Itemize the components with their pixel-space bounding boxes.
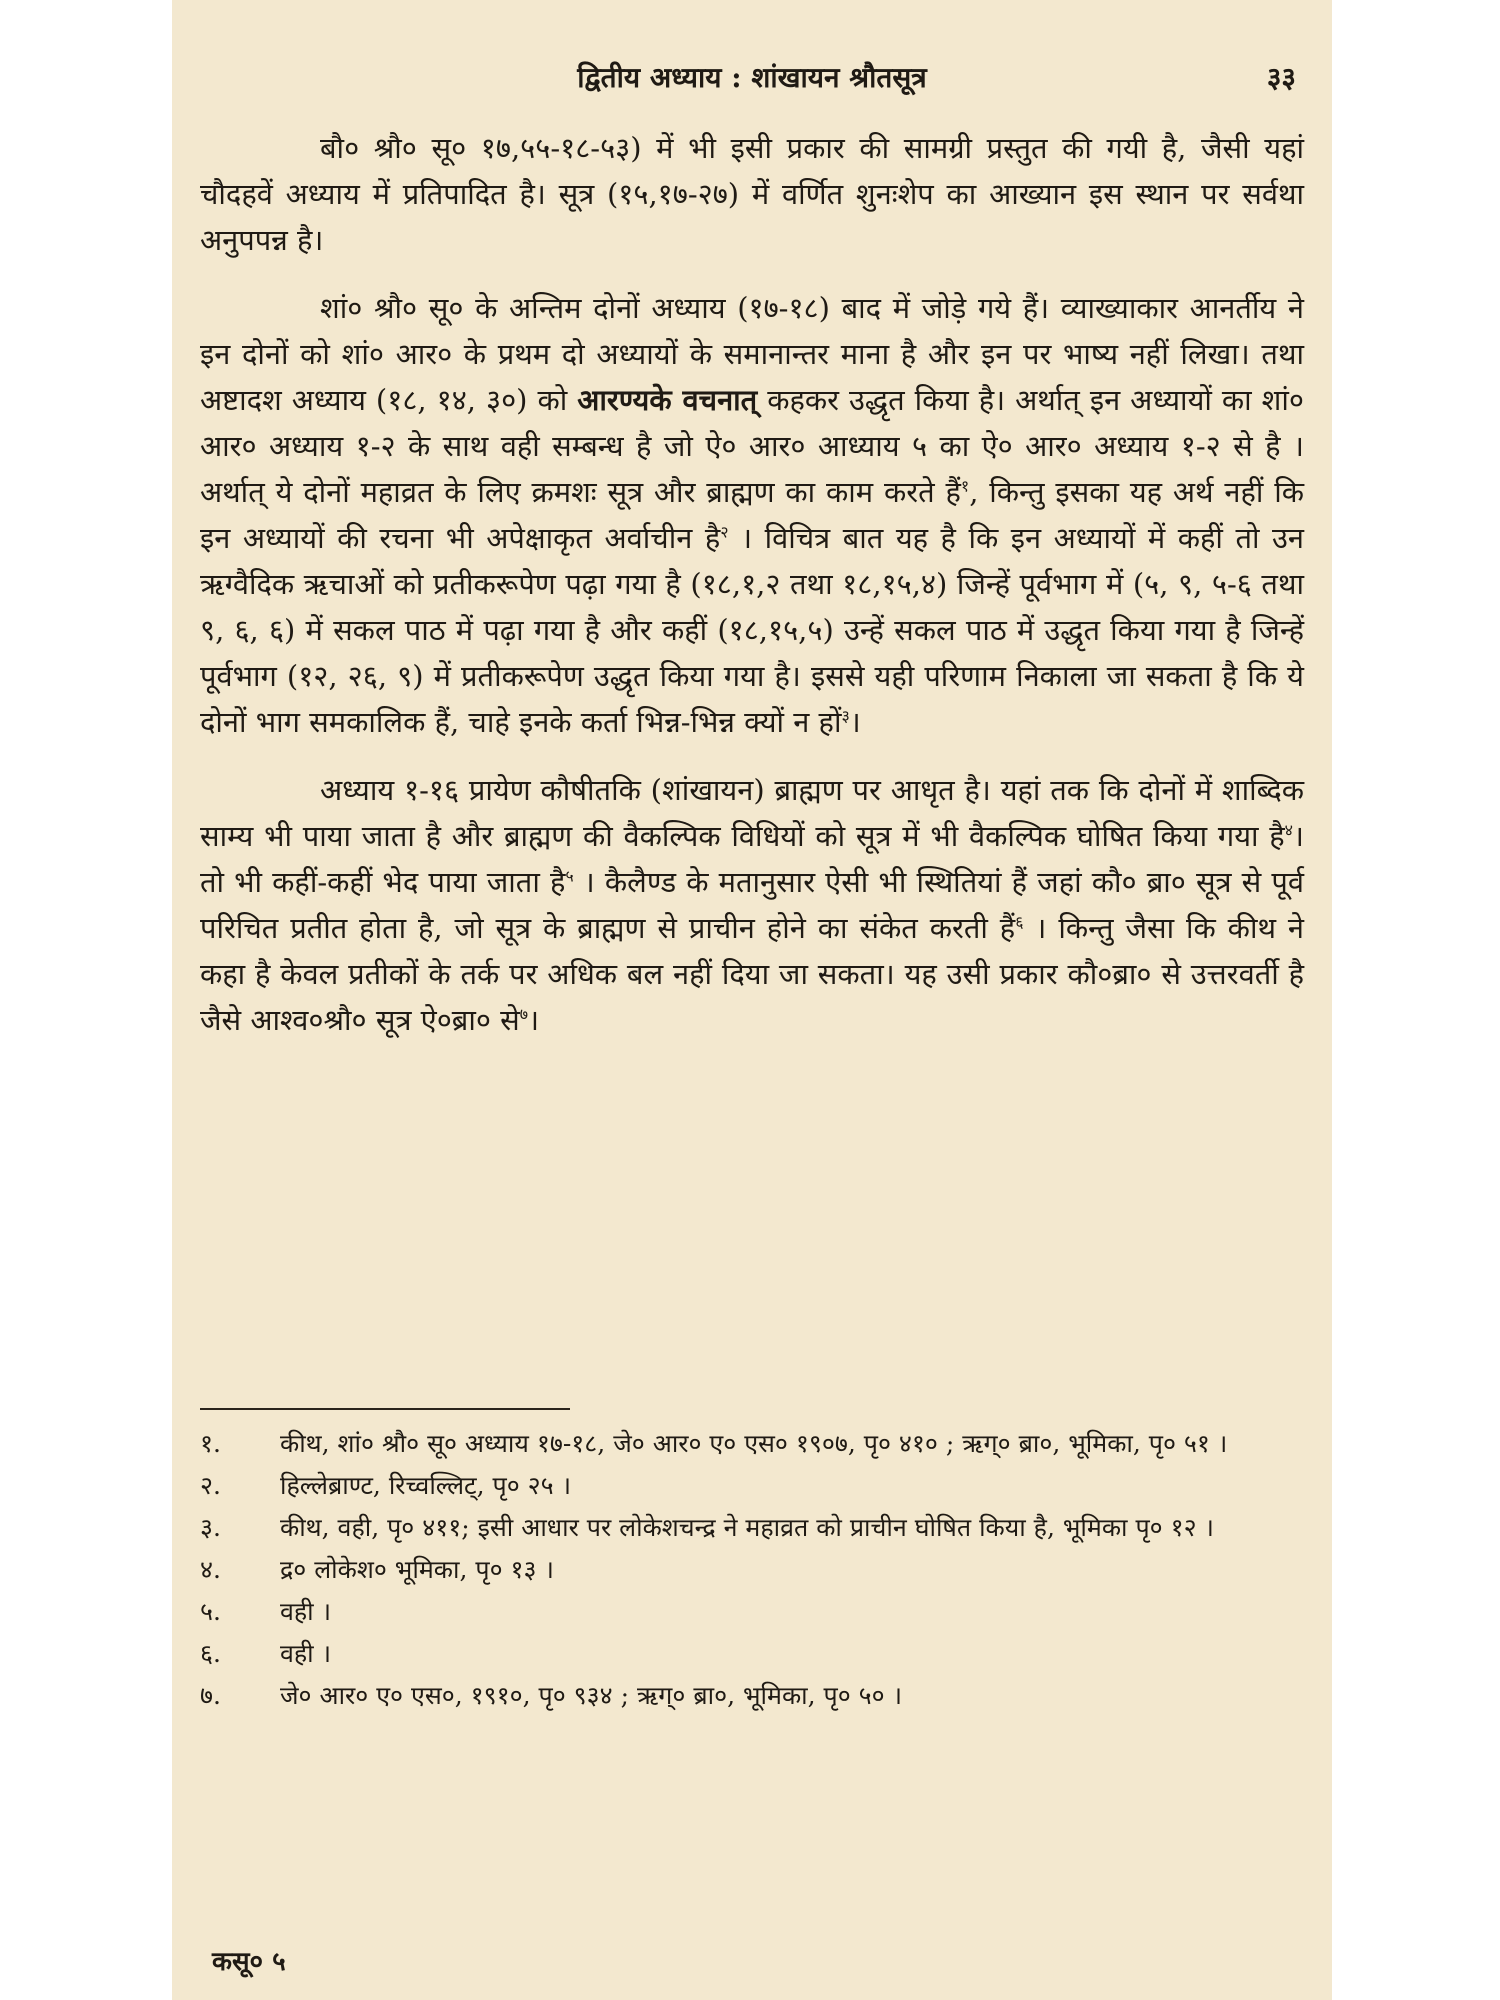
footnote-text: कीथ, वही, पृ० ४११; इसी आधार पर लोकेशचन्द्र ने महाव्रत को प्राचीन घोषित किया है, भूमिका पृ० १२ । [280,1513,1215,1542]
footnote-number: २. [200,1471,221,1500]
paragraph-3-text-a: अध्याय १-१६ प्रायेण कौषीतकि (शांखायन) ब्राह्मण पर आधृत है। यहां तक कि दोनों में शाब्दिक साम्य भी पाया जाता है और ब्राह्मण की वैकल्पिक विधियों को सूत्र में भी वैकल्पिक घोषित किया गया है [200,773,1304,853]
footnote [200,1551,1304,1589]
paragraph-3-text-e: । [528,1003,540,1037]
footnote-ref-1[interactable]: १ [960,476,970,496]
paragraph-2-text-b: कहकर उद्धृत किया है। अर्थात् इन अध्यायों का शां० आर० अध्याय १-२ के साथ वही सम्बन्ध है जो ऐ० आर० आध्याय ५ का ऐ० आर० अध्याय १-२ से है । अर्थात् ये दोनों महाव्रत के लिए क्रमशः सूत्र और ब्राह्मण का काम करते हैं [200,383,1304,509]
footnote-text: द्र० लोकेश० भूमिका, पृ० १३ । [280,1555,554,1584]
paragraph-3 [200,767,1304,1043]
paragraph-2 [200,285,1304,745]
footnote [200,1425,1304,1463]
footnote [200,1635,1304,1673]
footnote-ref-6[interactable]: ६ [1015,912,1024,932]
footnote [200,1467,1304,1505]
footnote-number: ५. [200,1597,221,1626]
footnote-number: ७. [200,1681,221,1710]
footnote-text: वही । [280,1597,332,1626]
page-number: ३३ [1266,61,1296,94]
footnote [200,1677,1304,1715]
footnote-ref-3[interactable]: ३ [841,706,850,726]
running-head: द्वितीय अध्याय : शांखायन श्रौतसूत्र [577,61,927,94]
paragraph-2-text-a: शां० श्रौ० सू० के अन्तिम दोनों अध्याय (१७-१८) बाद में जोड़े गये हैं। व्याख्याकार आनर्तीय ने इन दोनों को शां० आर० के प्रथम दो अध्यायों के समानान्तर माना है और इन पर भाष्य नहीं लिखा। तथा अष्टादश अध्याय (१८, १४, ३०) को [200,291,1304,417]
footnote [200,1509,1304,1547]
footnote-text: हिल्लेब्राण्ट, रिच्वल्लिट्, पृ० २५ । [280,1471,572,1500]
footnote-ref-7[interactable]: ७ [519,1004,529,1024]
paragraph-1: बौ० श्रौ० सू० १७,५५-१८-५३) में भी इसी प्रकार की सामग्री प्रस्तुत की गयी है, जैसी यहां चौदहवें अध्याय में प्रतिपादित है। सूत्र (१५,१७-२७) में वर्णित शुनःशेप का आख्यान इस स्थान पर सर्वथा अनुपपन्न है। [200,131,1304,257]
footnote-number: ३. [200,1513,221,1542]
paragraph-3-text-b: । तो भी कहीं-कहीं भेद पाया जाता है [200,819,1304,899]
footnote-text: कीथ, शां० श्रौ० सू० अध्याय १७-१८, जे० आर० ए० एस० १९०७, पृ० ४१० ; ऋग्० ब्रा०, भूमिका, पृ० ५१ । [280,1429,1228,1458]
footnote-divider [200,1408,570,1410]
footnote-number: ६. [200,1639,221,1668]
footnote-text: जे० आर० ए० एस०, १९१०, पृ० ९३४ ; ऋग्० ब्रा०, भूमिका, पृ० ५० । [280,1681,903,1710]
page-header [172,58,1332,118]
book-page [172,0,1332,2000]
main-text [200,125,1304,1065]
footnote-ref-4[interactable]: ४ [1284,820,1293,840]
paragraph-2-text-c: , किन्तु इसका यह अर्थ नहीं कि इन अध्यायों की रचना भी अपेक्षाकृत अर्वाचीन है [200,475,1305,555]
footnote-number: ४. [200,1555,221,1584]
paragraph-2-text-e: । [849,705,861,739]
footnote-ref-5[interactable]: ५ [565,866,574,886]
paragraph-3-text-d: । किन्तु जैसा कि कीथ ने कहा है केवल प्रतीकों के तर्क पर अधिक बल नहीं दिया जा सकता। यह उसी प्रकार कौ०ब्रा० से उत्तरवर्ती है जैसे आश्व०श्रौ० सूत्र ऐ०ब्रा० से [200,911,1304,1037]
quoted-phrase: आरण्यके वचनात् [577,383,758,417]
footnote [200,1593,1304,1631]
footnote-number: १. [200,1429,221,1458]
printer-signature: कसू० ५ [212,1947,286,1977]
footnote-ref-2[interactable]: २ [720,522,729,542]
footnote-text: वही । [280,1639,332,1668]
paragraph-2-text-d: । विचित्र बात यह है कि इन अध्यायों में कहीं तो उन ऋग्वैदिक ऋचाओं को प्रतीकरूपेण पढ़ा गया है (१८,१,२ तथा १८,१५,४) जिन्हें पूर्वभाग में (५, ९, ५-६ तथा ९, ६, ६) में सकल पाठ में पढ़ा गया है और कहीं (१८,१५,५) उन्हें सकल पाठ में उद्धृत किया गया है जिन्हें पूर्वभाग (१२, २६, ९) में प्रतीकरूपेण उद्धृत किया गया है। इससे यही परिणाम निकाला जा सकता है कि ये दोनों भाग समकालिक हैं, चाहे इनके कर्ता भिन्न-भिन्न क्यों न हों [200,521,1305,739]
paragraph-3-text-c: । कैलैण्ड के मतानुसार ऐसी भी स्थितियां हैं जहां कौ० ब्रा० सूत्र से पूर्व परिचित प्रतीत होता है, जो सूत्र के ब्राह्मण से प्राचीन होने का संकेत करती हैं [200,865,1304,945]
footnotes [200,1425,1304,1719]
